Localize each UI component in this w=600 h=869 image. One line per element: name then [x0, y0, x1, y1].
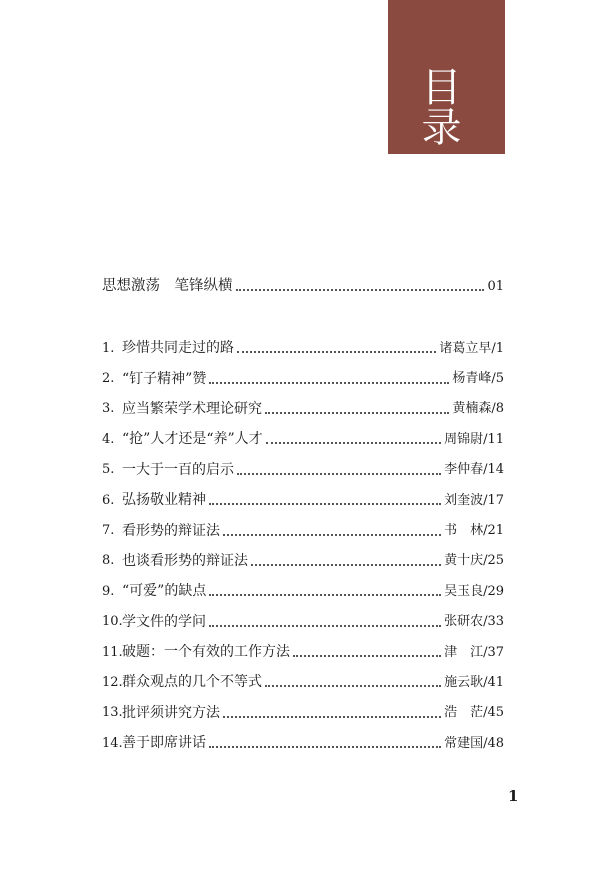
entry-title: 批评须讲究方法 [122, 704, 220, 721]
dot-leader [223, 534, 441, 536]
toc-entry[interactable] [102, 515, 504, 545]
entry-number: 2. [102, 371, 115, 387]
entry-title: 学文件的学问 [122, 613, 206, 630]
entry-number: 13. [102, 705, 123, 721]
entry-author: 张研农 [444, 614, 484, 630]
entry-page: /48 [483, 735, 504, 751]
dot-leader [237, 351, 436, 353]
entry-author: 施云耿 [444, 674, 484, 690]
entry-author: 黄楠森 [452, 401, 492, 417]
entry-page: /14 [483, 462, 504, 478]
contents-heading: 目 录 [421, 65, 472, 151]
entry-number: 12. [102, 674, 123, 690]
entry-page: /37 [483, 644, 504, 660]
entry-page: /11 [483, 431, 504, 447]
entry-title: 一大于一百的启示 [122, 461, 234, 478]
entry-author: 常建国 [444, 735, 484, 751]
dot-leader [209, 594, 441, 596]
dot-leader [265, 685, 441, 687]
dot-leader [265, 412, 449, 414]
toc-entry[interactable] [102, 576, 504, 606]
entry-number: 14. [102, 735, 123, 751]
dot-leader [236, 289, 485, 291]
entry-page: /17 [483, 492, 504, 508]
toc-entry[interactable] [102, 698, 504, 728]
section-page: 01 [487, 278, 504, 294]
dot-leader [223, 716, 441, 718]
page-number: 1 [508, 787, 519, 805]
entry-title: 看形势的辩证法 [122, 522, 220, 539]
toc-entry[interactable] [102, 607, 504, 637]
entry-author: 吴玉良 [444, 583, 484, 599]
entry-page: /29 [483, 583, 504, 599]
entry-number: 1. [102, 340, 115, 356]
toc-entry[interactable] [102, 455, 504, 485]
dot-leader [209, 625, 441, 627]
toc-entry[interactable] [102, 485, 504, 515]
entry-author: 黄十庆 [444, 553, 484, 569]
dot-leader [209, 382, 449, 384]
dot-leader [251, 564, 441, 566]
entry-author: 刘奎波 [444, 492, 484, 508]
toc-section[interactable] [102, 265, 504, 307]
toc-entry[interactable] [102, 546, 504, 576]
toc-entry[interactable] [102, 728, 504, 758]
entry-author: 诸葛立早 [439, 340, 492, 356]
toc-entry[interactable] [102, 394, 504, 424]
entry-number: 3. [102, 401, 115, 417]
entry-page: /25 [483, 553, 504, 569]
entry-number: 10. [102, 614, 123, 630]
entry-author: 浩 茫 [444, 705, 484, 721]
entry-page: /33 [483, 614, 504, 630]
entry-page: /1 [491, 340, 504, 356]
toc-entries [102, 333, 504, 758]
entry-page: /45 [483, 705, 504, 721]
entry-title: 善于即席讲话 [122, 735, 206, 752]
entry-number: 6. [102, 492, 115, 508]
table-of-contents [102, 265, 504, 758]
entry-page: /21 [483, 523, 504, 539]
entry-title: 也谈看形势的辩证法 [122, 552, 248, 569]
toc-entry[interactable] [102, 637, 504, 667]
toc-entry[interactable] [102, 363, 504, 393]
dot-leader [237, 473, 441, 475]
dot-leader [209, 503, 441, 505]
entry-title: “可爱”的缺点 [122, 583, 207, 600]
dot-leader [266, 442, 441, 444]
dot-leader [293, 655, 441, 657]
toc-entry[interactable] [102, 424, 504, 454]
entry-title: 应当繁荣学术理论研究 [122, 400, 262, 417]
entry-author: 李仲春 [444, 462, 484, 478]
entry-page: /8 [491, 401, 504, 417]
entry-number: 5. [102, 462, 115, 478]
entry-author: 周锦尉 [444, 431, 484, 447]
entry-number: 9. [102, 583, 115, 599]
entry-title: “钉子精神”赞 [122, 370, 207, 387]
entry-number: 7. [102, 523, 115, 539]
section-title: 思想激荡 笔锋纵横 [102, 277, 233, 294]
entry-number: 11. [102, 644, 123, 660]
entry-page: /41 [483, 674, 504, 690]
entry-author: 津 江 [444, 644, 484, 660]
entry-page: /5 [491, 371, 504, 387]
entry-author: 书 林 [444, 523, 484, 539]
entry-title: 破题：一个有效的工作方法 [122, 644, 290, 661]
entry-author: 杨青峰 [452, 371, 492, 387]
entry-number: 4. [102, 431, 115, 447]
contents-heading-block [388, 0, 505, 154]
entry-title: 珍惜共同走过的路 [122, 340, 234, 357]
entry-title: 群众观点的几个不等式 [122, 674, 262, 691]
dot-leader [209, 746, 441, 748]
entry-number: 8. [102, 553, 115, 569]
entry-title: “抢”人才还是“养”人才 [122, 431, 263, 448]
section-gap [102, 307, 504, 333]
toc-entry[interactable] [102, 333, 504, 363]
toc-entry[interactable] [102, 667, 504, 697]
entry-title: 弘扬敬业精神 [122, 492, 206, 509]
